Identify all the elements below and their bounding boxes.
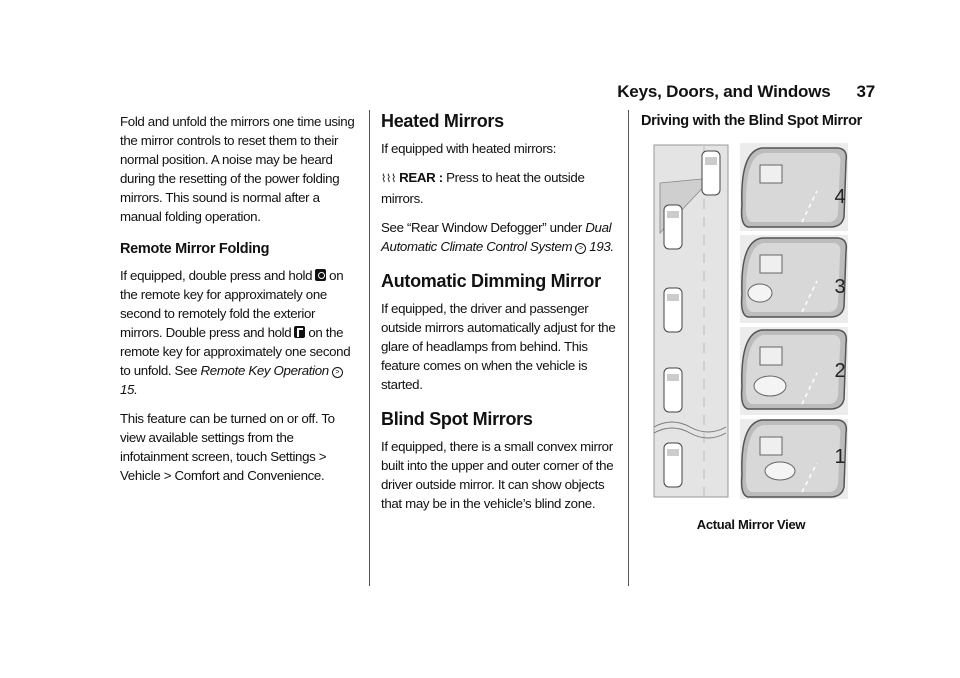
column-3	[641, 112, 881, 138]
rear-label: REAR :	[399, 170, 443, 185]
page-ref-icon: >	[575, 243, 586, 254]
heated-mirrors-heading: Heated Mirrors	[381, 111, 504, 131]
figure-caption: Actual Mirror View	[696, 517, 806, 532]
remote-folding-paragraph: If equipped, double press and hold on the remote key for approximately one second to remotely fold the exterior mirrors. Double press and hold on the remote key for approximately one second to unfold. See Remote Key Operation >15.	[120, 268, 351, 397]
section-title: Keys, Doors, and Windows	[617, 82, 831, 101]
unlock-key-icon	[294, 326, 305, 338]
blind-spot-heading: Blind Spot Mirrors	[381, 409, 533, 429]
climate-control-link[interactable]: Dual Automatic Climate Control System	[381, 220, 612, 254]
remote-folding-heading: Remote Mirror Folding	[120, 241, 270, 257]
figure-number: 3	[834, 276, 846, 298]
figure-number: 1	[834, 446, 846, 468]
rear-button-paragraph: ⌇⌇⌇ REAR : Press to heat the outside mirrors.	[381, 170, 585, 206]
settings-paragraph: This feature can be turned on or off. To view available settings from the infotainment screen, touch Settings > Vehicle > Comfort and Convenience.	[120, 411, 335, 483]
see-defogger-paragraph: See “Rear Window Defogger” under Dual Automatic Climate Control System > 193.	[381, 220, 614, 254]
blind-spot-paragraph: If equipped, there is a small convex mirror built into the upper and outer corner of the driver outside mirror. It can show objects that may be in the vehicle’s blind zone.	[381, 439, 614, 511]
mirror-view-3	[740, 235, 848, 323]
rear-defrost-icon: ⌇⌇⌇	[381, 173, 397, 185]
car-position-2	[664, 368, 682, 412]
car-position-3	[664, 288, 682, 332]
intro-paragraph: Fold and unfold the mirrors one time using the mirror controls to reset them to their normal position. A noise may be heard during the resetting of the power folding mirrors. This sound is normal after a manual folding operation.	[120, 114, 355, 224]
car-position-1	[664, 443, 682, 487]
column-2	[381, 112, 619, 523]
figure-number: 4	[834, 186, 846, 208]
page-ref-number[interactable]: 15	[120, 382, 135, 397]
mirror-view-4	[740, 143, 848, 231]
auto-dimming-paragraph: If equipped, the driver and passenger outside mirrors automatically adjust for the glare of headlamps from behind. This feature comes on when the vehicle is started.	[381, 301, 616, 392]
mirror-view-2	[740, 327, 848, 415]
column-divider	[369, 110, 370, 586]
mirror-view-1	[740, 419, 848, 499]
remote-key-operation-link[interactable]: Remote Key Operation	[200, 363, 329, 378]
page-ref-number[interactable]: 193	[589, 239, 611, 254]
lock-key-icon	[315, 269, 326, 281]
column-1	[120, 112, 360, 495]
column-divider	[628, 110, 629, 586]
page-header	[617, 82, 875, 102]
own-car-window	[705, 157, 717, 165]
blind-spot-figure-heading: Driving with the Blind Spot Mirror	[641, 113, 862, 129]
auto-dimming-heading: Automatic Dimming Mirror	[381, 271, 601, 291]
blind-spot-illustration	[652, 143, 850, 500]
figure-number: 2	[834, 360, 846, 382]
car-position-4	[664, 205, 682, 249]
page-ref-icon: >	[332, 367, 343, 378]
heated-mirrors-intro: If equipped with heated mirrors:	[381, 141, 557, 156]
page-number: 37	[856, 82, 875, 101]
